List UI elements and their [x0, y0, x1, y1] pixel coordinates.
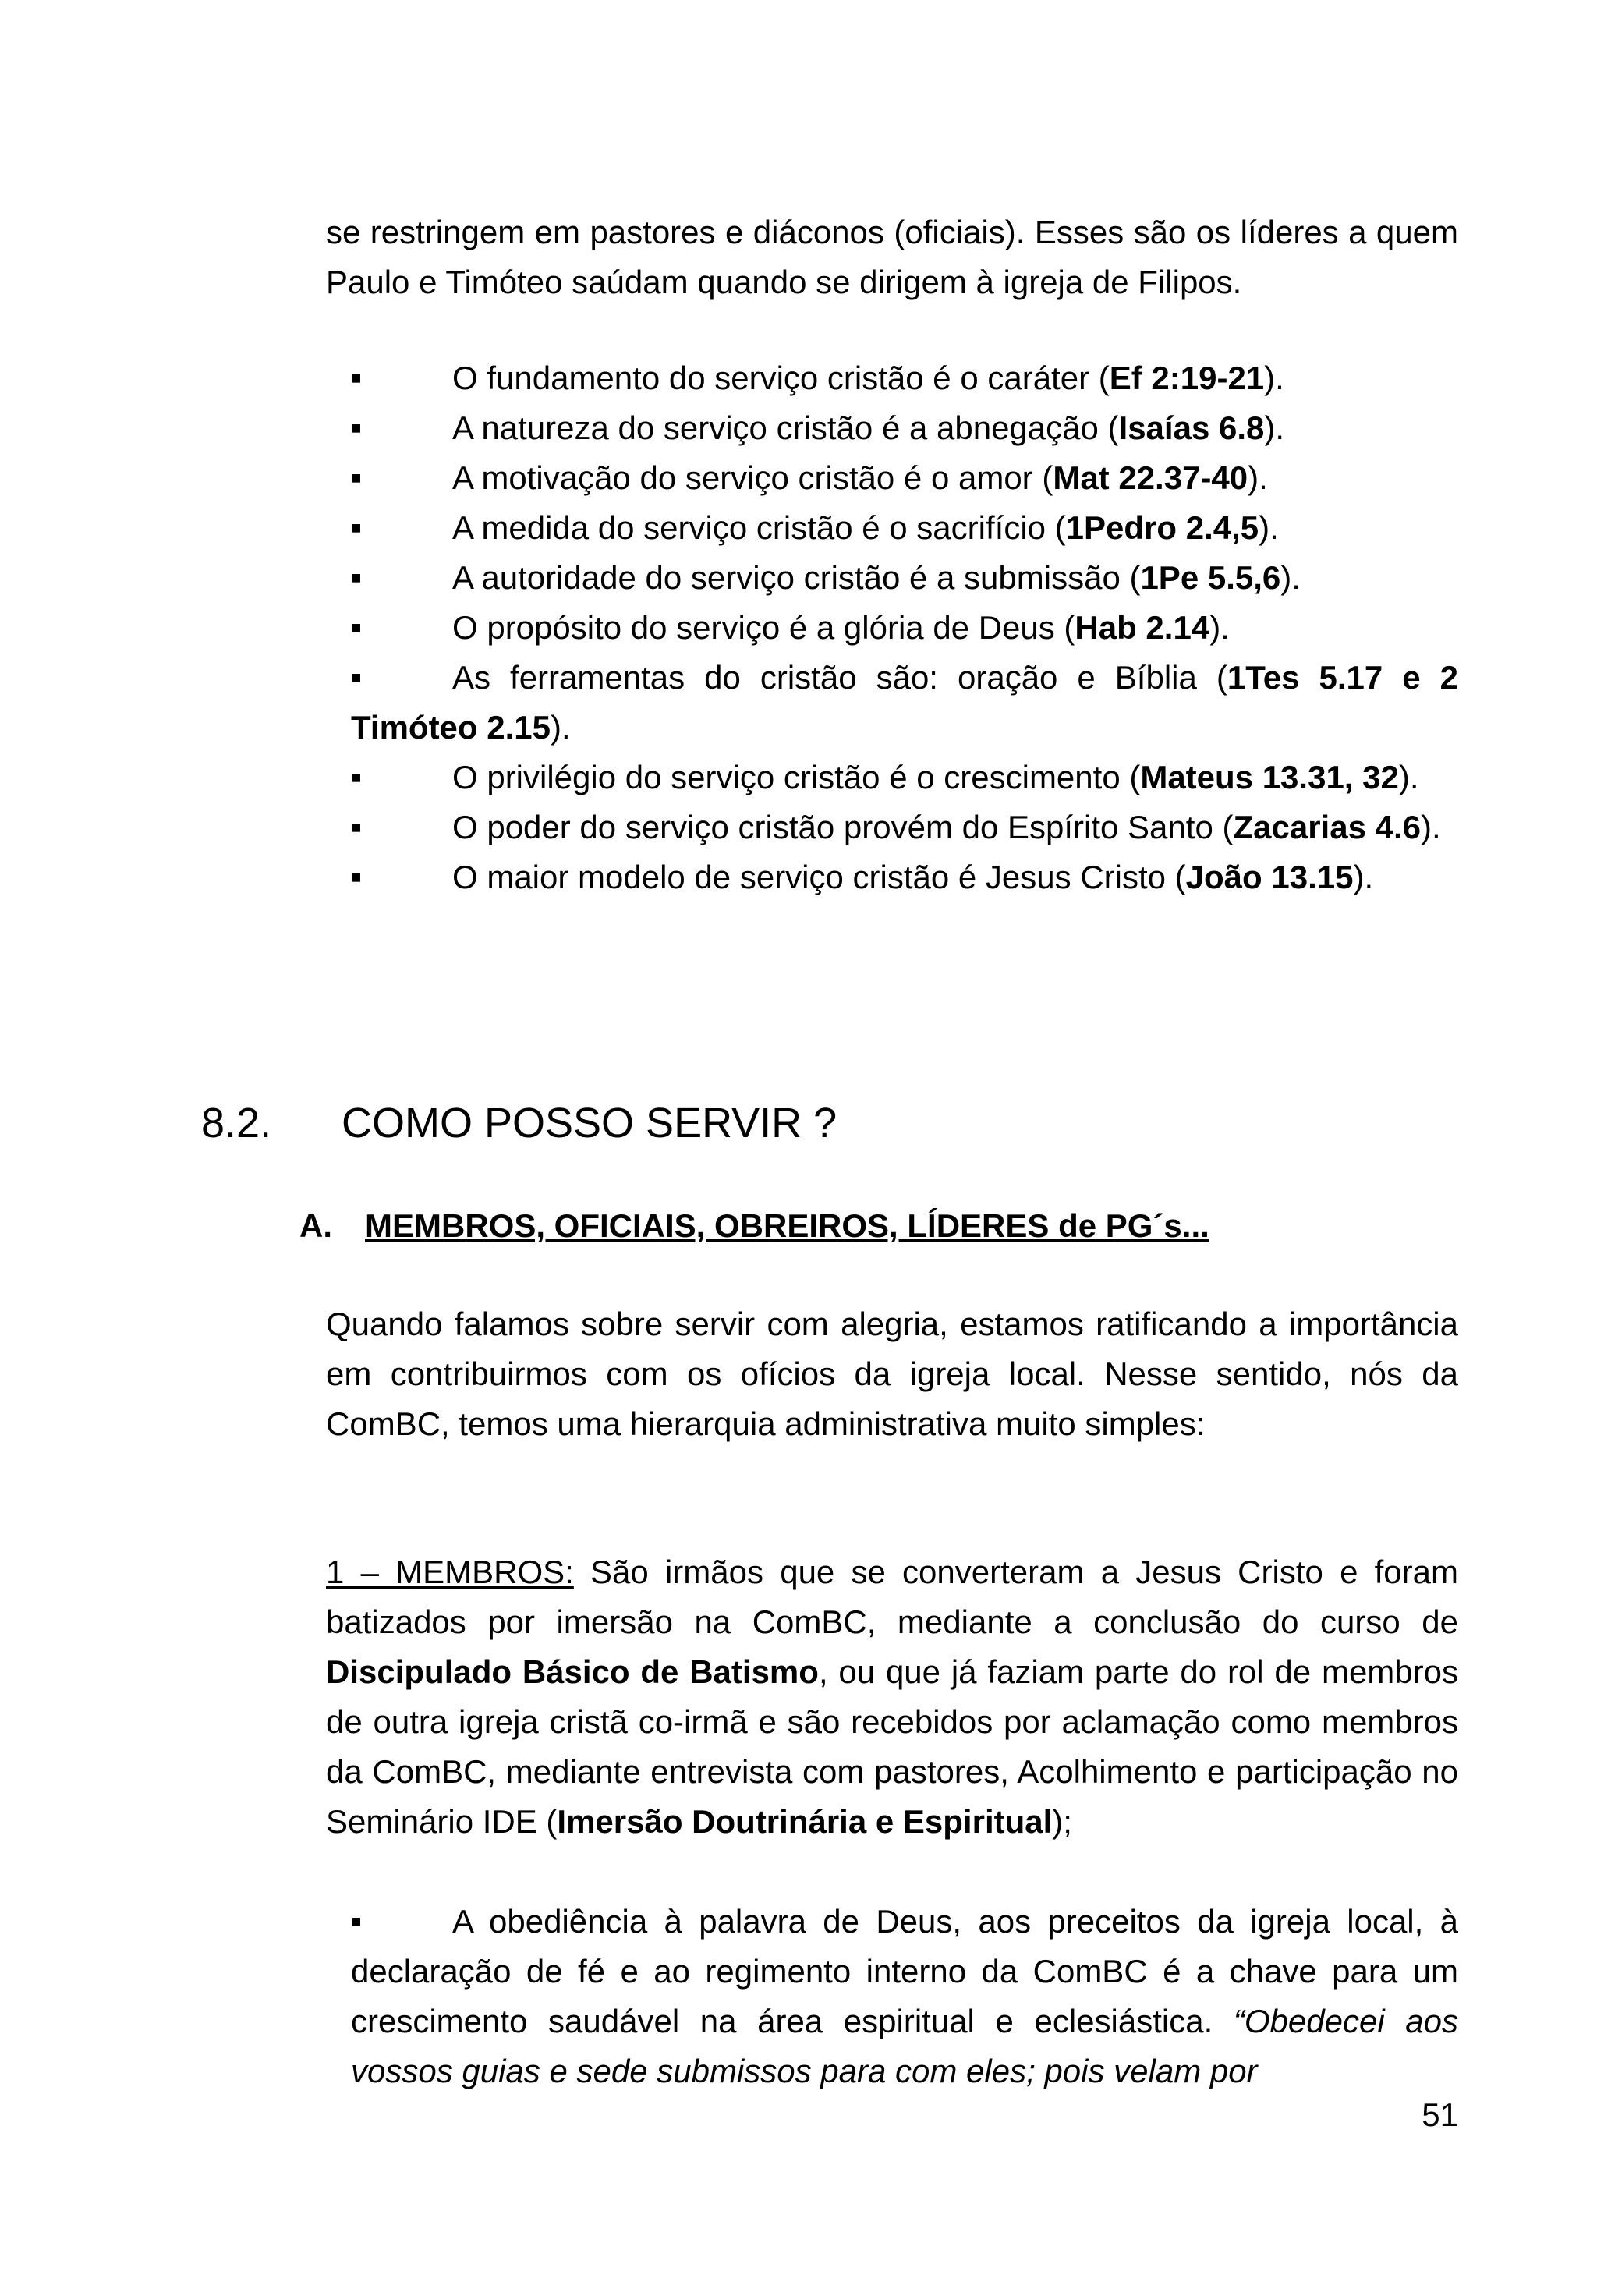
page-number: 51 — [1422, 2096, 1458, 2133]
list-item: ■ A autoridade do serviço cristão é a submissão (1Pe 5.5,6). — [351, 553, 1458, 603]
intro-paragraph: se restringem em pastores e diáconos (oficiais). Esses são os líderes a quem Paulo e Timóteo saúdam quando se dirigem à igreja de Filipos. — [326, 214, 1458, 300]
intro-serve-paragraph: Quando falamos sobre servir com alegria, estamos ratificando a importância em contribuirmos com os ofícios da igreja local. Nesse sentido, nós da ComBC, temos uma hierarquia administrativa muito simples: — [326, 1306, 1458, 1442]
list-item: ■ O privilégio do serviço cristão é o crescimento (Mateus 13.31, 32). — [351, 753, 1458, 803]
bullet-icon: ■ — [351, 1912, 362, 1931]
section-title: COMO POSSO SERVIR ? — [342, 1100, 837, 1146]
list-item: ■ O propósito do serviço é a glória de Deus (Hab 2.14). — [351, 603, 1458, 653]
bullet-icon: ■ — [351, 518, 362, 537]
list-item: ■ A obediência à palavra de Deus, aos preceitos da igreja local, à declaração de fé e ao regimento interno da ComBC é a chave para um crescimento saudável na área espiritual e eclesiástica. “Obedecei aos vossos guias e sede submissos para com eles; pois velam por — [351, 1897, 1458, 2096]
subsection-letter: A. — [299, 1207, 332, 1244]
service-bullet-list — [351, 353, 1458, 902]
bullet-icon: ■ — [351, 568, 362, 587]
list-item: ■ As ferramentas do cristão são: oração e Bíblia (1Tes 5.17 e 2 Timóteo 2.15). — [351, 653, 1458, 753]
list-item: ■ A medida do serviço cristão é o sacrifício (1Pedro 2.4,5). — [351, 503, 1458, 553]
bullet-icon: ■ — [351, 468, 362, 487]
bullet-icon: ■ — [351, 618, 362, 637]
bullet-icon: ■ — [351, 418, 362, 438]
membros-paragraph: 1 – MEMBROS: São irmãos que se converteram a Jesus Cristo e foram batizados por imersão na ComBC, mediante a conclusão do curso de Discipulado Básico de Batismo, ou que já faziam parte do rol de membros de outra igreja cristã co-irmã e são recebidos por aclamação como membros da ComBC, mediante entrevista com pastores, Acolhimento e participação no Seminário IDE (Imersão Doutrinária e Espiritual); — [326, 1554, 1458, 1840]
list-item: ■ O poder do serviço cristão provém do Espírito Santo (Zacarias 4.6). — [351, 803, 1458, 852]
list-item: ■ A motivação do serviço cristão é o amor (Mat 22.37-40). — [351, 453, 1458, 503]
membros-label: 1 – MEMBROS: — [326, 1554, 574, 1590]
list-item: ■ O maior modelo de serviço cristão é Jesus Cristo (João 13.15). — [351, 852, 1458, 902]
section-heading — [201, 1092, 837, 1154]
bullet-icon: ■ — [351, 817, 362, 837]
subsection-title: MEMBROS, OFICIAIS, OBREIROS, LÍDERES de PG´s... — [365, 1207, 1209, 1244]
bullet-icon: ■ — [351, 368, 362, 388]
list-item: ■ A natureza do serviço cristão é a abnegação (Isaías 6.8). — [351, 403, 1458, 453]
membros-bullet-list — [351, 1897, 1458, 2096]
section-number: 8.2. — [201, 1100, 272, 1146]
subsection-heading — [299, 1201, 1209, 1251]
bullet-icon: ■ — [351, 867, 362, 887]
list-item: ■ O fundamento do serviço cristão é o caráter (Ef 2:19-21). — [351, 353, 1458, 403]
bullet-icon: ■ — [351, 767, 362, 787]
bullet-icon: ■ — [351, 668, 362, 687]
